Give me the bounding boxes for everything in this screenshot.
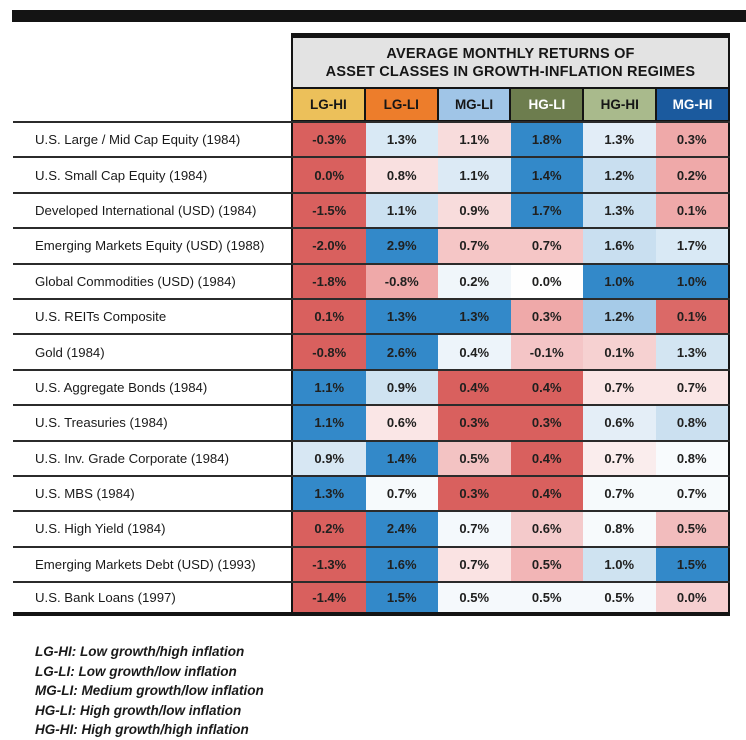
return-cell: 0.1% [656, 300, 729, 333]
return-cell: 0.6% [511, 512, 584, 545]
column-header-mg-li: MG-LI [437, 89, 510, 120]
return-cell: 0.1% [293, 300, 366, 333]
return-cell: 0.6% [583, 406, 656, 439]
row-cells [291, 406, 730, 439]
table-row [13, 263, 730, 298]
table-title-line1: AVERAGE MONTHLY RETURNS OF [386, 45, 635, 62]
row-cells [291, 583, 730, 612]
return-cell: 0.0% [656, 583, 729, 612]
return-cell: 1.6% [583, 229, 656, 262]
return-cell: 0.4% [438, 371, 511, 404]
return-cell: 0.3% [438, 477, 511, 510]
return-cell: -1.4% [293, 583, 366, 612]
return-cell: 0.3% [511, 300, 584, 333]
return-cell: 0.7% [438, 512, 511, 545]
regime-legend-line: HG-HI: High growth/high inflation [35, 722, 249, 737]
column-headers [291, 87, 730, 121]
return-cell: 1.5% [366, 583, 439, 612]
table-row [13, 546, 730, 581]
asset-class-label: U.S. Small Cap Equity (1984) [13, 158, 291, 191]
return-cell: 0.8% [656, 442, 729, 475]
table-row [13, 298, 730, 333]
return-cell: 0.5% [438, 583, 511, 612]
return-cell: 1.0% [583, 265, 656, 298]
return-cell: 0.7% [656, 477, 729, 510]
row-cells [291, 229, 730, 262]
return-cell: 1.1% [293, 406, 366, 439]
column-header-hg-li: HG-LI [509, 89, 582, 120]
return-cell: 0.8% [656, 406, 729, 439]
return-cell: 1.7% [656, 229, 729, 262]
column-header-lg-li: LG-LI [364, 89, 437, 120]
table-row [13, 227, 730, 262]
asset-class-label: Emerging Markets Debt (USD) (1993) [13, 548, 291, 581]
return-cell: 1.5% [656, 548, 729, 581]
table-row [13, 121, 730, 156]
return-cell: 1.1% [366, 194, 439, 227]
row-cells [291, 371, 730, 404]
column-header-lg-hi: LG-HI [291, 89, 364, 120]
asset-class-label: U.S. Inv. Grade Corporate (1984) [13, 442, 291, 475]
return-cell: 0.5% [511, 548, 584, 581]
top-divider-bar [12, 10, 746, 22]
return-cell: 0.8% [583, 512, 656, 545]
row-cells [291, 158, 730, 191]
return-cell: 0.2% [656, 158, 729, 191]
return-cell: 0.0% [511, 265, 584, 298]
table-row [13, 404, 730, 439]
row-cells [291, 548, 730, 581]
return-cell: 1.3% [366, 123, 439, 156]
column-header-mg-hi: MG-HI [655, 89, 730, 120]
return-cell: 1.1% [438, 123, 511, 156]
return-cell: 0.2% [293, 512, 366, 545]
row-cells [291, 300, 730, 333]
return-cell: 0.3% [438, 406, 511, 439]
return-cell: 2.6% [366, 335, 439, 368]
table-title-line2: ASSET CLASSES IN GROWTH-INFLATION REGIMES [325, 63, 696, 80]
asset-class-label: Developed International (USD) (1984) [13, 194, 291, 227]
return-cell: 1.0% [656, 265, 729, 298]
regime-legend-line: MG-LI: Medium growth/low inflation [35, 683, 264, 698]
table-row [13, 156, 730, 191]
table-row [13, 369, 730, 404]
return-cell: 1.1% [293, 371, 366, 404]
return-cell: 0.4% [511, 371, 584, 404]
row-cells [291, 512, 730, 545]
row-cells [291, 335, 730, 368]
regime-legend-line: LG-HI: Low growth/high inflation [35, 644, 245, 659]
table-row [13, 581, 730, 616]
return-cell: 0.5% [583, 583, 656, 612]
return-cell: 0.8% [366, 158, 439, 191]
asset-class-label: U.S. Bank Loans (1997) [13, 583, 291, 612]
return-cell: 0.9% [366, 371, 439, 404]
table-row [13, 440, 730, 475]
return-cell: 1.8% [511, 123, 584, 156]
return-cell: 1.3% [366, 300, 439, 333]
return-cell: 1.2% [583, 300, 656, 333]
return-cell: 0.1% [583, 335, 656, 368]
return-cell: 1.3% [438, 300, 511, 333]
return-cell: 1.4% [511, 158, 584, 191]
return-cell: 0.5% [438, 442, 511, 475]
return-cell: 0.5% [511, 583, 584, 612]
asset-class-label: U.S. MBS (1984) [13, 477, 291, 510]
return-cell: 0.7% [438, 548, 511, 581]
return-cell: -1.5% [293, 194, 366, 227]
return-cell: 0.7% [583, 442, 656, 475]
return-cell: 1.4% [366, 442, 439, 475]
return-cell: 1.0% [583, 548, 656, 581]
return-cell: 1.3% [583, 123, 656, 156]
return-cell: 0.7% [656, 371, 729, 404]
return-cell: 1.7% [511, 194, 584, 227]
asset-class-label: U.S. REITs Composite [13, 300, 291, 333]
return-cell: 0.5% [656, 512, 729, 545]
row-cells [291, 265, 730, 298]
return-cell: 0.0% [293, 158, 366, 191]
return-cell: 2.4% [366, 512, 439, 545]
row-cells [291, 194, 730, 227]
table-title [291, 33, 730, 87]
return-cell: 0.7% [583, 477, 656, 510]
return-cell: 0.1% [656, 194, 729, 227]
asset-class-label: Gold (1984) [13, 335, 291, 368]
return-cell: -0.1% [511, 335, 584, 368]
return-cell: 0.6% [366, 406, 439, 439]
return-cell: 0.3% [656, 123, 729, 156]
return-cell: -1.8% [293, 265, 366, 298]
table-row [13, 475, 730, 510]
asset-class-label: U.S. Aggregate Bonds (1984) [13, 371, 291, 404]
return-cell: 0.7% [438, 229, 511, 262]
return-cell: -0.3% [293, 123, 366, 156]
return-cell: 1.6% [366, 548, 439, 581]
return-cell: 1.3% [583, 194, 656, 227]
return-cell: 0.7% [511, 229, 584, 262]
return-cell: -0.8% [293, 335, 366, 368]
return-cell: 0.2% [438, 265, 511, 298]
regime-legend-line: HG-LI: High growth/low inflation [35, 702, 242, 718]
return-cell: 0.4% [511, 442, 584, 475]
asset-class-label: U.S. High Yield (1984) [13, 512, 291, 545]
return-cell: 1.1% [438, 158, 511, 191]
asset-class-label: Emerging Markets Equity (USD) (1988) [13, 229, 291, 262]
return-cell: -2.0% [293, 229, 366, 262]
row-cells [291, 123, 730, 156]
return-cell: 2.9% [366, 229, 439, 262]
return-cell: 1.3% [293, 477, 366, 510]
table-body [13, 121, 730, 616]
asset-class-label: Global Commodities (USD) (1984) [13, 265, 291, 298]
return-cell: 0.3% [511, 406, 584, 439]
return-cell: 0.4% [438, 335, 511, 368]
regime-legend-line: LG-LI: Low growth/low inflation [35, 663, 237, 679]
return-cell: 1.3% [656, 335, 729, 368]
table-row [13, 510, 730, 545]
regime-legend [35, 642, 264, 740]
asset-class-label: U.S. Treasuries (1984) [13, 406, 291, 439]
table-row [13, 192, 730, 227]
return-cell: 0.4% [511, 477, 584, 510]
row-cells [291, 442, 730, 475]
column-header-hg-hi: HG-HI [582, 89, 655, 120]
asset-class-label: U.S. Large / Mid Cap Equity (1984) [13, 123, 291, 156]
table-row [13, 333, 730, 368]
return-cell: 1.2% [583, 158, 656, 191]
return-cell: 0.9% [293, 442, 366, 475]
row-cells [291, 477, 730, 510]
return-cell: -1.3% [293, 548, 366, 581]
return-cell: -0.8% [366, 265, 439, 298]
return-cell: 0.7% [583, 371, 656, 404]
return-cell: 0.9% [438, 194, 511, 227]
return-cell: 0.7% [366, 477, 439, 510]
returns-heatmap-table [13, 33, 730, 616]
